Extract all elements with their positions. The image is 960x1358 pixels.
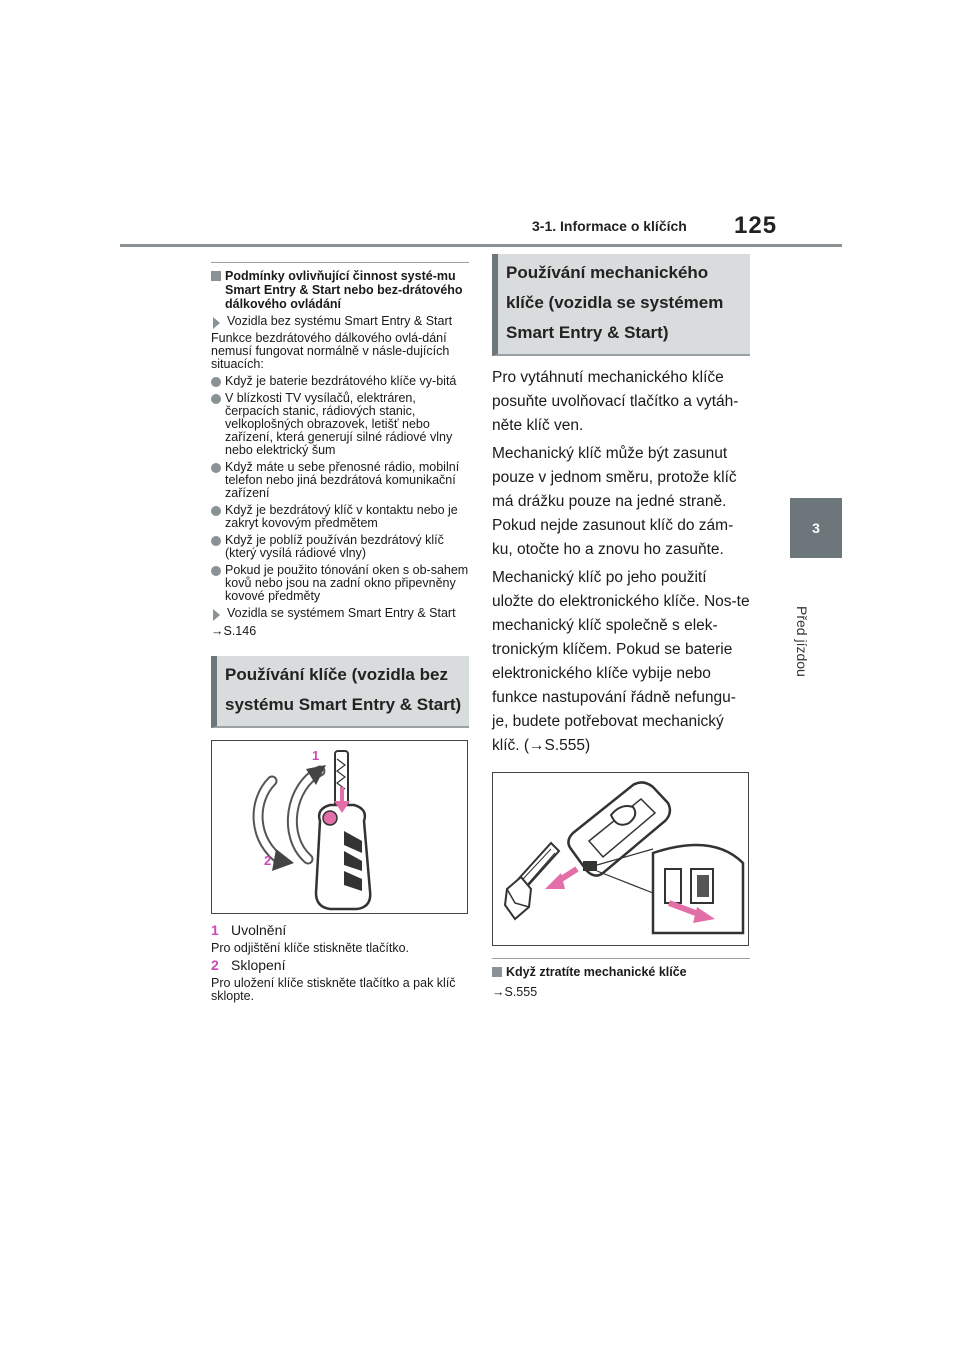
figure-callout-2: 2 [264,853,272,868]
step-1: 1 Uvolnění [211,922,287,938]
triangle-bullet-icon [213,609,220,621]
release-button-icon [323,811,337,825]
list-item: Když je poblíž používán bezdrátový klíč (který vysílá rádiové vlny) [211,534,469,560]
square-bullet-icon [492,967,502,977]
flip-key-figure [211,740,468,914]
chapter-tab[interactable] [790,498,842,558]
step-2-description: Pro uložení klíče stiskněte tlačítko a pak klíč sklopte. [211,976,456,1003]
list-item: Když máte u sebe přenosné rádio, mobilní telefon nebo jiná bezdrátová komunikační zařízení [211,461,469,500]
chapter-tab-number: 3 [812,520,820,536]
list-item: Když je bezdrátový klíč v kontaktu nebo je zakryt kovovým předmětem [211,504,469,530]
round-bullet-icon [211,377,221,387]
mechanical-key-illustration [493,773,748,945]
triangle-bullet-icon [213,317,220,329]
section-rule [492,958,750,959]
list-item: Když je baterie bezdrátového klíče vy-bitá [211,375,469,388]
figure-callout-1: 1 [312,748,320,763]
list-item: V blízkosti TV vysílačů, elektráren, čerpacích stanic, rádiových stanic, velkoplošných obrazovek, letišť nebo zařízení, která generují silné rádiové vlny nebo elektrický šum [211,392,469,457]
step-1-description: Pro odjištění klíče stiskněte tlačítko. [211,941,410,955]
mechanical-key-heading: Používání mechanického klíče (vozidla se systémem Smart Entry & Start) [492,254,750,356]
step-2: 2 Sklopení [211,957,286,973]
body-paragraph: Mechanický klíč po jeho použití uložte do elektronického klíče. Nos-te mechanický klíč společně s elek-tronickým klíčem. Pokud se baterie elektronického klíče vybije nebo funkce nastupování řádně nefungu-je, budete potřebovat mechanický klíč. (→S.555) [492,569,750,754]
release-slider [583,861,597,871]
with-system-label: Vozidla se systémem Smart Entry & Start [211,607,469,621]
left-column [211,262,469,1003]
round-bullet-icon [211,463,221,473]
step-2-title: Sklopení [231,957,286,973]
step-1-title: Uvolnění [231,922,287,938]
header-rule [120,244,842,247]
lost-key-heading: Když ztratíte mechanické klíče [492,965,750,979]
list-item: Pokud je použito tónování oken s ob-sahem kovů nebo jsou na zadní okno připevněny kovové předměty [211,564,469,603]
section-rule [211,262,469,263]
flip-key-illustration [212,741,467,913]
conditions-heading: Podmínky ovlivňující činnost systé-mu Smart Entry & Start nebo bez-drátového dálkového ovládání [211,269,469,311]
page-reference-link[interactable]: →S.146 [211,624,257,638]
round-bullet-icon [211,536,221,546]
round-bullet-icon [211,506,221,516]
chapter-side-label: Před jízdou [794,606,810,677]
page-number: 125 [734,212,778,239]
intro-paragraph: Funkce bezdrátového dálkového ovlá-dání nemusí fungovat normálně v násle-dujících situacích: [211,331,450,371]
right-column [492,254,750,999]
body-paragraph: Pro vytáhnutí mechanického klíče posuňte uvolňovací tlačítko a vytáh-něte klíč ven. [492,369,739,434]
round-bullet-icon [211,394,221,404]
square-bullet-icon [211,271,221,281]
body-paragraph: Mechanický klíč může být zasunut pouze v jednom směru, protože klíč má drážku pouze na jedné straně. Pokud nejde zasunout klíč do zám-ku, otočte ho a znovu ho zasuňte. [492,445,737,558]
key-usage-heading: Používání klíče (vozidla bez systému Smart Entry & Start) [211,656,469,728]
page-reference-link[interactable]: →S.555 [492,985,538,999]
round-bullet-icon [211,566,221,576]
header-section-title: 3-1. Informace o klíčích [532,218,687,234]
no-system-label: Vozidla bez systému Smart Entry & Start [211,315,469,329]
mechanical-key-figure [492,772,749,946]
